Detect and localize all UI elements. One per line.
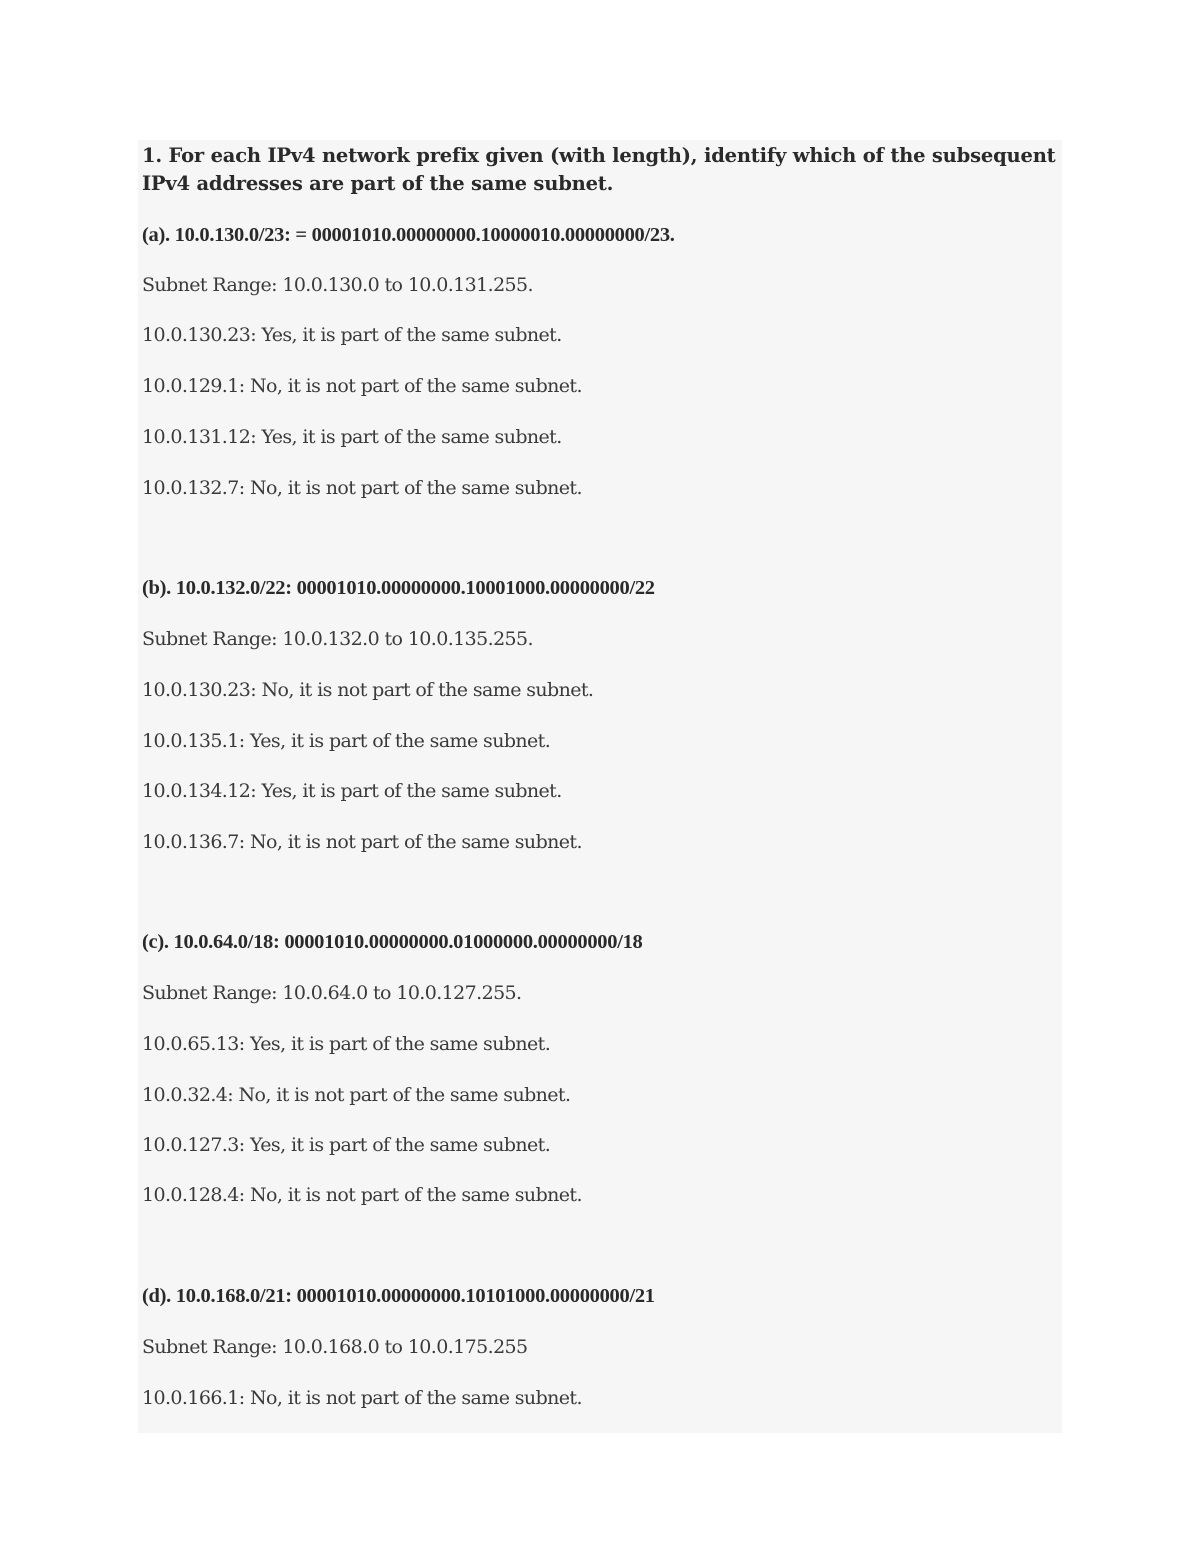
section-a-answer-2: 10.0.129.1: No, it is not part of the same subnet.	[142, 375, 582, 397]
section-b-answer-4: 10.0.136.7: No, it is not part of the same subnet.	[142, 831, 582, 853]
section-c-subnet-range: Subnet Range: 10.0.64.0 to 10.0.127.255.	[142, 982, 522, 1004]
section-c-answer-3: 10.0.127.3: Yes, it is part of the same subnet.	[142, 1134, 551, 1156]
section-a-subnet-range: Subnet Range: 10.0.130.0 to 10.0.131.255.	[142, 274, 533, 296]
question-text: 1. For each IPv4 network prefix given (with length), identify which of the subsequent IPv4 addresses are part of the same subnet.	[142, 144, 1056, 195]
section-b-subnet-range: Subnet Range: 10.0.132.0 to 10.0.135.255.	[142, 628, 533, 650]
section-c-answer-1: 10.0.65.13: Yes, it is part of the same subnet.	[142, 1033, 551, 1055]
section-c-heading: (c). 10.0.64.0/18: 00001010.00000000.01000000.00000000/18	[142, 931, 643, 953]
section-d-answer-1: 10.0.166.1: No, it is not part of the same subnet.	[142, 1387, 582, 1409]
section-b-answer-1: 10.0.130.23: No, it is not part of the same subnet.	[142, 679, 594, 701]
section-d-heading: (d). 10.0.168.0/21: 00001010.00000000.10101000.00000000/21	[142, 1285, 655, 1307]
section-c-answer-4: 10.0.128.4: No, it is not part of the same subnet.	[142, 1184, 582, 1206]
section-b-heading: (b). 10.0.132.0/22: 00001010.00000000.10001000.00000000/22	[142, 577, 655, 599]
section-a-answer-3: 10.0.131.12: Yes, it is part of the same subnet.	[142, 426, 562, 448]
section-a-heading: (a). 10.0.130.0/23: = 00001010.00000000.10000010.00000000/23.	[142, 224, 675, 246]
section-a-answer-4: 10.0.132.7: No, it is not part of the same subnet.	[142, 477, 582, 499]
section-d-subnet-range: Subnet Range: 10.0.168.0 to 10.0.175.255	[142, 1336, 528, 1358]
section-b-answer-2: 10.0.135.1: Yes, it is part of the same subnet.	[142, 730, 551, 752]
section-a-answer-1: 10.0.130.23: Yes, it is part of the same subnet.	[142, 324, 562, 346]
section-c-answer-2: 10.0.32.4: No, it is not part of the same subnet.	[142, 1084, 571, 1106]
section-b-answer-3: 10.0.134.12: Yes, it is part of the same subnet.	[142, 780, 562, 802]
